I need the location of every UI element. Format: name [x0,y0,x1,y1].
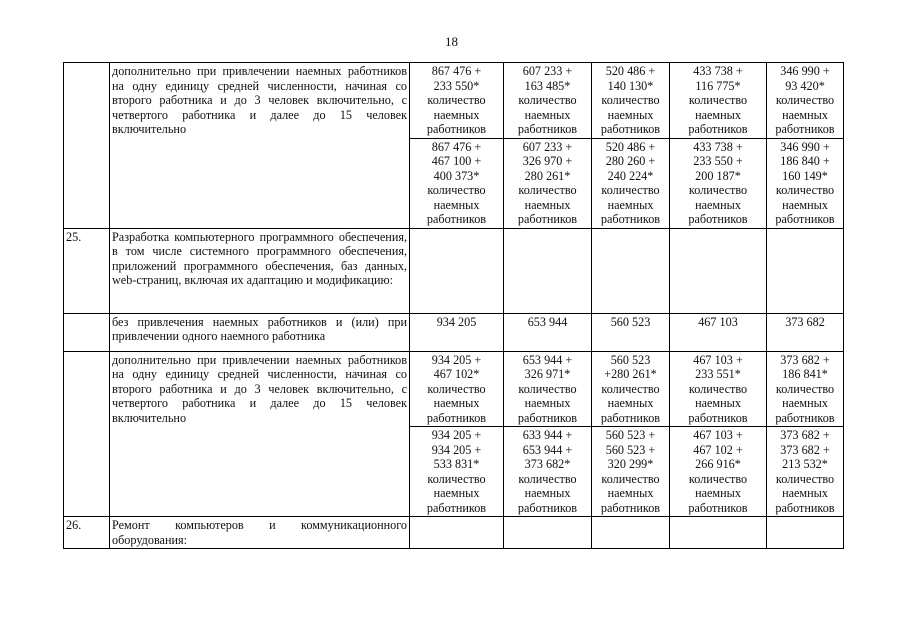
value-line: работников [426,212,487,226]
value-line: 233 551* [695,367,741,381]
value-line: количество [688,93,748,107]
value-cell [410,351,504,427]
value-line: 93 420* [785,78,825,93]
empty-cell [670,517,767,549]
value-line: наемных [524,197,571,212]
value-cell: 373 682 [767,313,844,351]
value-line: наемных [524,107,571,122]
value-line: наемных [524,396,571,410]
value-cell [592,427,670,517]
value-line: +280 261* [604,367,657,381]
value-line: 607 233 + [522,64,573,78]
value-line: 560 523 + [605,428,656,442]
value-line: наемных [607,197,654,212]
table-row [64,313,844,351]
value-cell: 467 103 [670,313,767,351]
row-description: дополнительно при привлечении наемных работников на одну единицу средней численности, начиная со второго работника и до 3 человек включительно, с четвертого работника и далее до 15 человек включительно [110,351,410,517]
value-line: количество [427,471,486,486]
value-line: наемных [607,107,654,122]
value-line: 280 260 + [605,154,656,168]
row-number: 25. [64,228,110,313]
value-line: 934 205 + [431,352,482,367]
value-line: 160 149* [782,168,828,183]
value-line: количество [427,381,486,396]
value-line: работников [688,122,748,136]
value-line: 373 682* [524,457,571,471]
value-line: 467 100 + [431,154,482,168]
value-cell [670,351,767,427]
value-line: 233 550 + [693,154,743,168]
value-cell [410,138,504,228]
value-cell [504,138,592,228]
value-line: работников [775,122,835,136]
value-line: 280 261* [524,168,571,183]
value-line: 140 130* [607,78,654,93]
row-number [64,313,110,351]
value-cell [504,63,592,139]
value-line: количество [601,183,660,197]
value-line: наемных [433,107,480,122]
value-line: 467 103 + [693,428,743,442]
row-description: без привлечения наемных работников и (или) при привлечении одного наемного работника [110,313,410,351]
value-line: количество [688,471,748,486]
value-cell [410,63,504,139]
value-line: количество [688,183,748,197]
value-line: количество [775,471,835,486]
value-line: 320 299* [607,457,654,471]
value-line: количество [518,183,577,197]
empty-cell [767,517,844,549]
value-line: количество [427,183,486,197]
value-line: наемных [607,396,654,410]
value-cell: 653 944 [504,313,592,351]
value-cell [592,63,670,139]
value-line: 326 970 + [522,154,573,168]
value-line: 186 840 + [780,154,830,168]
value-line: работников [688,212,748,226]
value-line: работников [426,122,487,136]
empty-cell [410,517,504,549]
value-line: 560 523 + [605,442,656,457]
value-line: наемных [782,396,828,410]
table-row [64,63,844,139]
value-line: 653 944 + [522,442,573,457]
empty-cell [592,517,670,549]
value-line: наемных [524,486,571,500]
value-line: 200 187* [695,168,741,183]
value-line: 163 485* [524,78,571,93]
value-line: работников [775,410,835,425]
value-line: наемных [695,486,741,500]
value-line: количество [427,93,486,107]
value-line: количество [518,471,577,486]
value-line: 653 944 + [522,352,573,367]
value-line: наемных [695,396,741,410]
value-line: 433 738 + [693,64,743,78]
value-line: 213 532* [782,457,828,471]
value-line: наемных [782,197,828,212]
value-cell [670,63,767,139]
value-line: наемных [607,486,654,500]
value-line: количество [518,93,577,107]
value-line: работников [688,500,748,515]
row-number [64,351,110,517]
row-number: 26. [64,517,110,549]
table-row [64,517,844,549]
value-line: наемных [433,486,480,500]
value-line: 520 486 + [605,139,656,154]
value-line: наемных [782,486,828,500]
value-line: 233 550* [433,78,480,93]
value-line: работников [517,122,578,136]
value-cell: 934 205 [410,313,504,351]
value-line: 560 523 [610,352,651,367]
value-line: 533 831* [433,457,480,471]
value-line: работников [600,410,661,425]
value-line: 433 738 + [693,139,743,154]
value-cell [592,351,670,427]
value-cell [670,138,767,228]
value-line: наемных [433,396,480,410]
value-line: работников [517,410,578,425]
value-line: количество [601,93,660,107]
value-line: количество [775,183,835,197]
value-line: 867 476 + [431,139,482,154]
empty-cell [504,228,592,313]
value-cell [504,351,592,427]
table-row [64,228,844,313]
value-cell [767,63,844,139]
value-line: 266 916* [695,457,741,471]
value-line: 240 224* [607,168,654,183]
value-line: количество [518,381,577,396]
value-line: 934 205 + [431,442,482,457]
value-cell [504,427,592,517]
value-line: 607 233 + [522,139,573,154]
value-line: количество [688,381,748,396]
empty-cell [670,228,767,313]
value-line: 116 775* [695,78,741,93]
value-line: количество [775,93,835,107]
value-line: 346 990 + [780,139,830,154]
value-line: количество [601,471,660,486]
value-line: 934 205 + [431,428,482,442]
row-description: Разработка компьютерного программного обеспечения, в том числе системного программного обеспечения, приложений программного обеспечения, баз данных, web-страниц, включая их адаптацию и модификацию: [110,228,410,313]
value-cell [767,427,844,517]
value-line: работников [600,212,661,226]
value-line: количество [601,381,660,396]
value-cell [670,427,767,517]
value-line: 373 682 + [780,442,830,457]
value-line: наемных [433,197,480,212]
tariff-table [63,62,844,549]
value-cell [592,138,670,228]
empty-cell [504,517,592,549]
table-row [64,351,844,427]
empty-cell [410,228,504,313]
value-cell: 560 523 [592,313,670,351]
empty-cell [592,228,670,313]
value-line: 326 971* [524,367,571,381]
value-line: 467 103 + [693,352,743,367]
value-line: работников [688,410,748,425]
value-cell [410,427,504,517]
value-line: 373 682 + [780,428,830,442]
value-line: наемных [695,197,741,212]
value-line: наемных [782,107,828,122]
value-line: работников [426,500,487,515]
value-line: 467 102* [433,367,480,381]
page-number: 18 [445,34,458,49]
value-cell [767,351,844,427]
row-description: дополнительно при привлечении наемных работников на одну единицу средней численности, начиная со второго работника и до 3 человек включительно, с четвертого работника и далее до 15 человек включительно [110,63,410,229]
value-line: 867 476 + [431,64,482,78]
value-line: 520 486 + [605,64,656,78]
value-line: работников [517,500,578,515]
value-line: 346 990 + [780,64,830,78]
value-line: работников [600,500,661,515]
value-line: 467 102 + [693,442,743,457]
value-line: работников [775,212,835,226]
value-line: наемных [695,107,741,122]
value-line: работников [600,122,661,136]
empty-cell [767,228,844,313]
value-line: работников [775,500,835,515]
value-cell [767,138,844,228]
value-line: 373 682 + [780,352,830,367]
value-line: 186 841* [782,367,828,381]
value-line: количество [775,381,835,396]
value-line: работников [517,212,578,226]
value-line: 633 944 + [522,428,573,442]
row-description: Ремонт компьютеров и коммуникационного оборудования: [110,517,410,549]
value-line: 400 373* [433,168,480,183]
row-number [64,63,110,229]
value-line: работников [426,410,487,425]
